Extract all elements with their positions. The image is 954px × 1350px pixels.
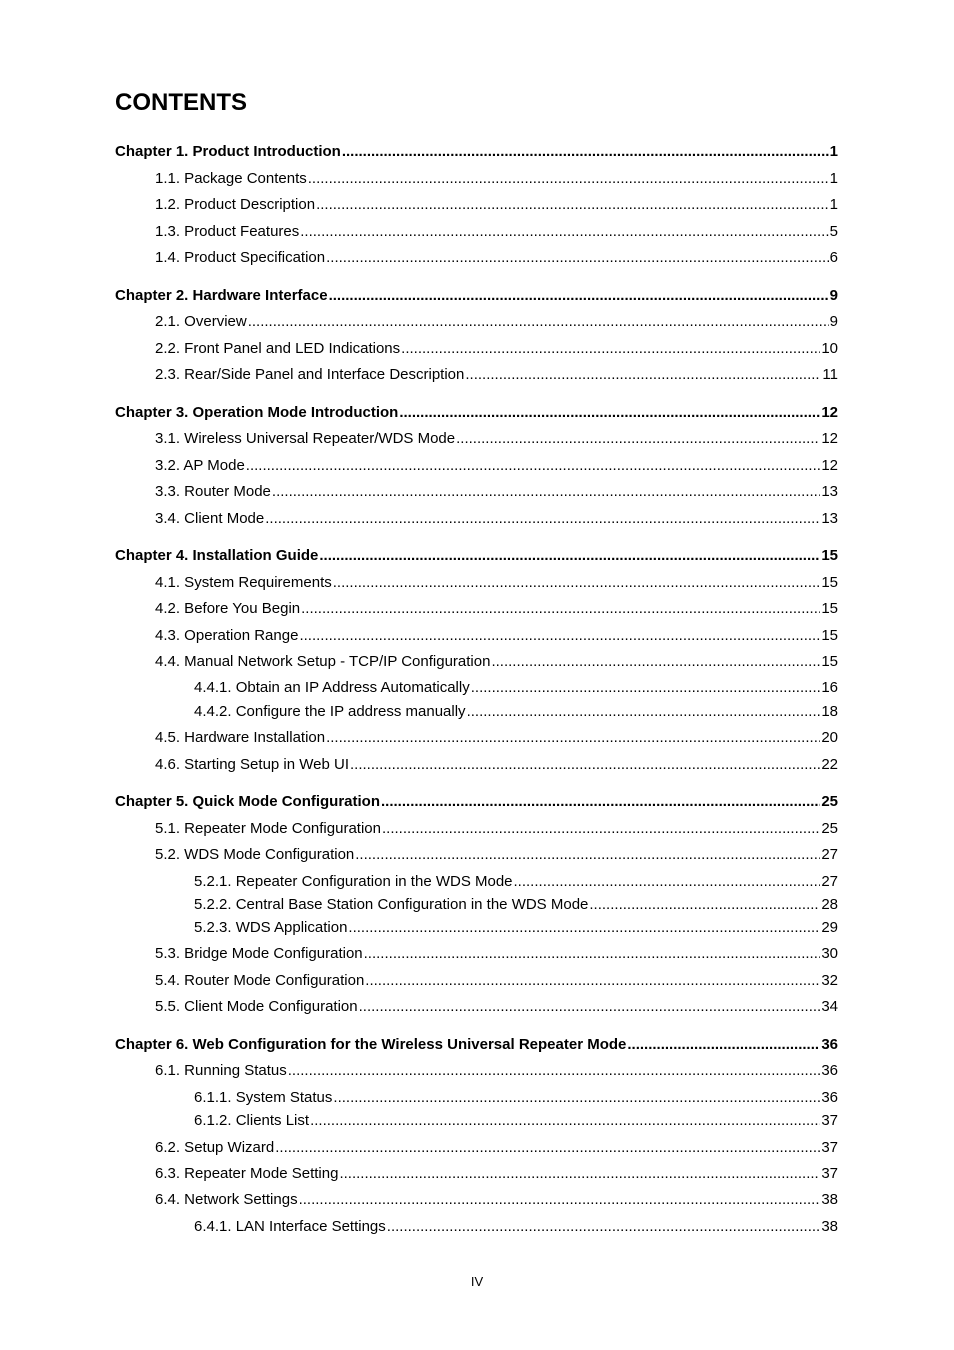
toc-dot-leader: [300, 222, 828, 242]
toc-entry-label: 1.1. Package Contents: [155, 170, 307, 187]
toc-entry-label: 5.4. Router Mode Configuration: [155, 972, 365, 989]
toc-dot-leader: [471, 678, 821, 698]
toc-page-number: 22: [821, 756, 838, 773]
toc-section-entry[interactable]: [155, 755, 838, 775]
toc-section-entry[interactable]: [155, 312, 838, 332]
toc-dot-leader: [355, 845, 820, 865]
toc-page-number: 6: [829, 249, 838, 266]
toc-entry-label: 5.2.3. WDS Application: [194, 919, 348, 936]
toc-entry-label: Chapter 2. Hardware Interface: [115, 287, 328, 304]
toc-section-entry[interactable]: [155, 365, 838, 385]
toc-section-entry[interactable]: [155, 456, 838, 476]
toc-entry-label: 5.2.2. Central Base Station Configuration in the WDS Mode: [194, 896, 589, 913]
toc-page-number: 15: [821, 574, 838, 591]
toc-page-number: 9: [829, 287, 838, 304]
toc-entry-label: 4.6. Starting Setup in Web UI: [155, 756, 349, 773]
toc-page-number: 13: [821, 483, 838, 500]
toc-page-number: 27: [821, 846, 838, 863]
toc-dot-leader: [308, 169, 829, 189]
toc-entry-label: 6.1.1. System Status: [194, 1089, 333, 1106]
toc-entry-label: 5.1. Repeater Mode Configuration: [155, 820, 381, 837]
toc-section-entry[interactable]: [155, 169, 838, 189]
toc-dot-leader: [333, 1088, 820, 1108]
toc-page-number: 30: [821, 945, 838, 962]
toc-section-entry[interactable]: [155, 339, 838, 359]
toc-entry-label: Chapter 3. Operation Mode Introduction: [115, 404, 399, 421]
toc-dot-leader: [339, 1164, 820, 1184]
page-number-footer: IV: [470, 1274, 484, 1289]
toc-subsection-entry[interactable]: [194, 1217, 838, 1237]
toc-dot-leader: [350, 755, 820, 775]
toc-section-entry[interactable]: [155, 573, 838, 593]
toc-entry-label: 1.2. Product Description: [155, 196, 316, 213]
toc-dot-leader: [401, 339, 820, 359]
toc-entry-label: 4.4.2. Configure the IP address manually: [194, 703, 466, 720]
toc-section-entry[interactable]: [155, 997, 838, 1017]
toc-page-number: 36: [821, 1062, 838, 1079]
toc-page-number: 37: [821, 1139, 838, 1156]
toc-entry-label: 5.5. Client Mode Configuration: [155, 998, 358, 1015]
toc-entry-label: 6.1. Running Status: [155, 1062, 287, 1079]
toc-entry-label: Chapter 4. Installation Guide: [115, 547, 319, 564]
toc-entry-label: 4.3. Operation Range: [155, 627, 299, 644]
toc-section-entry[interactable]: [155, 1190, 838, 1210]
toc-section-entry[interactable]: [155, 1164, 838, 1184]
toc-dot-leader: [365, 971, 820, 991]
toc-entry-label: 4.4. Manual Network Setup - TCP/IP Configuration: [155, 653, 491, 670]
toc-entry-label: 5.2.1. Repeater Configuration in the WDS Mode: [194, 873, 513, 890]
page-title: CONTENTS: [115, 89, 247, 116]
toc-entry-label: 4.2. Before You Begin: [155, 600, 301, 617]
toc-page-number: 1: [829, 170, 838, 187]
toc-dot-leader: [299, 1190, 821, 1210]
toc-dot-leader: [382, 819, 820, 839]
toc-entry-label: 5.2. WDS Mode Configuration: [155, 846, 355, 863]
toc-chapter-entry[interactable]: [115, 792, 838, 812]
toc-section-entry[interactable]: [155, 652, 838, 672]
toc-dot-leader: [491, 652, 820, 672]
toc-subsection-entry[interactable]: [194, 1088, 838, 1108]
toc-page-number: 36: [821, 1089, 838, 1106]
toc-entry-label: 4.4.1. Obtain an IP Address Automatically: [194, 679, 470, 696]
toc-dot-leader: [316, 195, 829, 215]
toc-entry-label: 3.2. AP Mode: [155, 457, 245, 474]
toc-dot-leader: [342, 142, 829, 162]
toc-chapter-entry[interactable]: [115, 403, 838, 423]
toc-entry-label: Chapter 6. Web Configuration for the Wireless Universal Repeater Mode: [115, 1036, 627, 1053]
toc-entry-label: 1.4. Product Specification: [155, 249, 326, 266]
toc-page-number: 29: [821, 919, 838, 936]
toc-section-entry[interactable]: [155, 509, 838, 529]
toc-entry-label: 2.2. Front Panel and LED Indications: [155, 340, 401, 357]
toc-section-entry[interactable]: [155, 728, 838, 748]
toc-dot-leader: [627, 1035, 820, 1055]
toc-page-number: 34: [821, 998, 838, 1015]
toc-page-number: 9: [829, 313, 838, 330]
toc-section-entry[interactable]: [155, 845, 838, 865]
toc-entry-label: 1.3. Product Features: [155, 223, 300, 240]
toc-dot-leader: [265, 509, 820, 529]
toc-entry-label: Chapter 5. Quick Mode Configuration: [115, 793, 381, 810]
toc-dot-leader: [589, 895, 820, 915]
toc-chapter-entry[interactable]: [115, 546, 838, 566]
toc-entry-label: 6.4. Network Settings: [155, 1191, 298, 1208]
toc-chapter-entry[interactable]: [115, 286, 838, 306]
toc-dot-leader: [467, 702, 821, 722]
toc-page-number: 15: [821, 627, 838, 644]
toc-page-number: 15: [821, 547, 838, 564]
toc-dot-leader: [381, 792, 820, 812]
toc-entry-label: 3.3. Router Mode: [155, 483, 271, 500]
toc-dot-leader: [348, 918, 820, 938]
toc-subsection-entry[interactable]: [194, 678, 838, 698]
toc-page-number: 12: [821, 430, 838, 447]
toc-page-number: 37: [821, 1112, 838, 1129]
toc-entry-label: 2.3. Rear/Side Panel and Interface Description: [155, 366, 465, 383]
toc-dot-leader: [329, 286, 829, 306]
toc-dot-leader: [465, 365, 821, 385]
toc-section-entry[interactable]: [155, 626, 838, 646]
toc-dot-leader: [272, 482, 820, 502]
toc-page-number: 5: [829, 223, 838, 240]
toc-dot-leader: [333, 573, 821, 593]
toc-subsection-entry[interactable]: [194, 1111, 838, 1131]
toc-dot-leader: [326, 248, 829, 268]
toc-page-number: 13: [821, 510, 838, 527]
toc-section-entry[interactable]: [155, 195, 838, 215]
toc-dot-leader: [359, 997, 821, 1017]
toc-entry-label: 3.1. Wireless Universal Repeater/WDS Mode: [155, 430, 456, 447]
toc-dot-leader: [248, 312, 829, 332]
toc-dot-leader: [364, 944, 821, 964]
toc-page-number: 11: [822, 366, 838, 383]
toc-entry-label: 6.1.2. Clients List: [194, 1112, 310, 1129]
toc-section-entry[interactable]: [155, 222, 838, 242]
toc-page-number: 15: [821, 600, 838, 617]
toc-page-number: 37: [821, 1165, 838, 1182]
toc-page-number: 12: [821, 404, 838, 421]
toc-page-number: 28: [821, 896, 838, 913]
toc-page-number: 16: [821, 679, 838, 696]
toc-dot-leader: [246, 456, 821, 476]
toc-dot-leader: [387, 1217, 821, 1237]
toc-section-entry[interactable]: [155, 819, 838, 839]
toc-entry-label: 6.3. Repeater Mode Setting: [155, 1165, 339, 1182]
toc-dot-leader: [326, 728, 820, 748]
toc-dot-leader: [299, 626, 820, 646]
toc-entry-label: 4.1. System Requirements: [155, 574, 332, 591]
toc-dot-leader: [275, 1138, 820, 1158]
toc-page-number: 1: [829, 196, 838, 213]
toc-page-number: 12: [821, 457, 838, 474]
toc-chapter-entry[interactable]: [115, 142, 838, 162]
toc-page-number: 25: [821, 793, 838, 810]
toc-dot-leader: [288, 1061, 821, 1081]
toc-page-number: 27: [821, 873, 838, 890]
toc-entry-label: 6.4.1. LAN Interface Settings: [194, 1218, 386, 1235]
toc-entry-label: Chapter 1. Product Introduction: [115, 143, 341, 160]
toc-chapter-entry[interactable]: [115, 1035, 838, 1055]
toc-page-number: 32: [821, 972, 838, 989]
toc-dot-leader: [310, 1111, 820, 1131]
toc-page-number: 25: [821, 820, 838, 837]
toc-page-number: 38: [821, 1191, 838, 1208]
toc-page-number: 1: [829, 143, 838, 160]
toc-dot-leader: [399, 403, 820, 423]
toc-entry-label: 2.1. Overview: [155, 313, 247, 330]
toc-subsection-entry[interactable]: [194, 872, 838, 892]
toc-subsection-entry[interactable]: [194, 895, 838, 915]
toc-section-entry[interactable]: [155, 248, 838, 268]
toc-section-entry[interactable]: [155, 482, 838, 502]
toc-page-number: 10: [821, 340, 838, 357]
toc-dot-leader: [301, 599, 820, 619]
toc-section-entry[interactable]: [155, 971, 838, 991]
toc-section-entry[interactable]: [155, 944, 838, 964]
toc-subsection-entry[interactable]: [194, 918, 838, 938]
toc-page-number: 38: [821, 1218, 838, 1235]
toc-section-entry[interactable]: [155, 429, 838, 449]
toc-entry-label: 6.2. Setup Wizard: [155, 1139, 275, 1156]
toc-dot-leader: [319, 546, 820, 566]
toc-section-entry[interactable]: [155, 1138, 838, 1158]
toc-page-number: 18: [821, 703, 838, 720]
toc-dot-leader: [514, 872, 821, 892]
toc-entry-label: 3.4. Client Mode: [155, 510, 265, 527]
toc-section-entry[interactable]: [155, 1061, 838, 1081]
toc-subsection-entry[interactable]: [194, 702, 838, 722]
toc-dot-leader: [456, 429, 820, 449]
toc-page-number: 20: [821, 729, 838, 746]
toc-section-entry[interactable]: [155, 599, 838, 619]
toc-page-number: 15: [821, 653, 838, 670]
toc-page-number: 36: [821, 1036, 838, 1053]
toc-entry-label: 5.3. Bridge Mode Configuration: [155, 945, 363, 962]
toc-entry-label: 4.5. Hardware Installation: [155, 729, 326, 746]
